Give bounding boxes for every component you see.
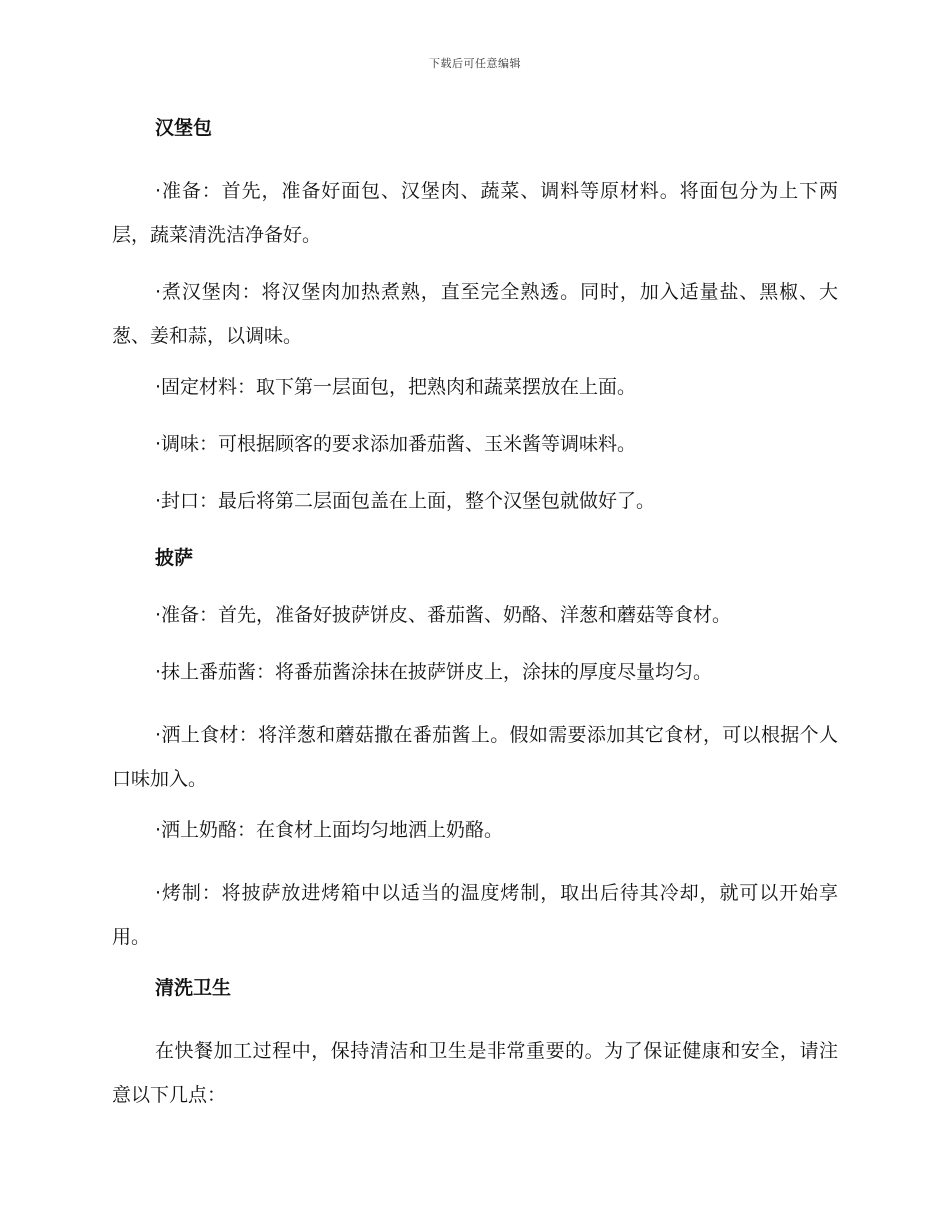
burger-step-close: ·封口：最后将第二层面包盖在上面，整个汉堡包就做好了。 [155, 490, 656, 512]
burger-step-season: ·调味：可根据顾客的要求添加番茄酱、玉米酱等调味料。 [155, 433, 637, 455]
pizza-step-sauce: ·抹上番茄酱：将番茄酱涂抹在披萨饼皮上，涂抹的厚度尽量均匀。 [155, 661, 713, 683]
pizza-step-bake: ·烤制：将披萨放进烤箱中以适当的温度烤制，取出后待其冷却，就可以开始享用。 [112, 882, 838, 948]
pizza-step-cheese: ·洒上奶酪：在食材上面均匀地洒上奶酪。 [155, 819, 504, 841]
hygiene-intro: 在快餐加工过程中，保持清洁和卫生是非常重要的。为了保证健康和安全，请注意以下几点： [112, 1040, 838, 1106]
section-title-burger: 汉堡包 [155, 117, 213, 139]
header-note: 下载后可任意编辑 [429, 57, 521, 70]
pizza-step-toppings: ·洒上食材：将洋葱和蘑菇撒在番茄酱上。假如需要添加其它食材，可以根据个人口味加入。 [112, 724, 838, 790]
burger-step-cook-patty: ·煮汉堡肉：将汉堡肉加热煮熟，直至完全熟透。同时，加入适量盐、黑椒、大葱、姜和蒜，以调味。 [112, 281, 838, 347]
section-title-pizza: 披萨 [155, 547, 194, 569]
burger-step-prepare: ·准备：首先，准备好面包、汉堡肉、蔬菜、调料等原材料。将面包分为上下两层，蔬菜清洗洁净备好。 [112, 180, 838, 246]
section-title-hygiene: 清洗卫生 [155, 977, 232, 999]
pizza-step-prepare: ·准备：首先，准备好披萨饼皮、番茄酱、奶酪、洋葱和蘑菇等食材。 [155, 604, 732, 626]
document-body [112, 112, 838, 1130]
burger-step-assemble: ·固定材料：取下第一层面包，把熟肉和蔬菜摆放在上面。 [155, 376, 637, 398]
